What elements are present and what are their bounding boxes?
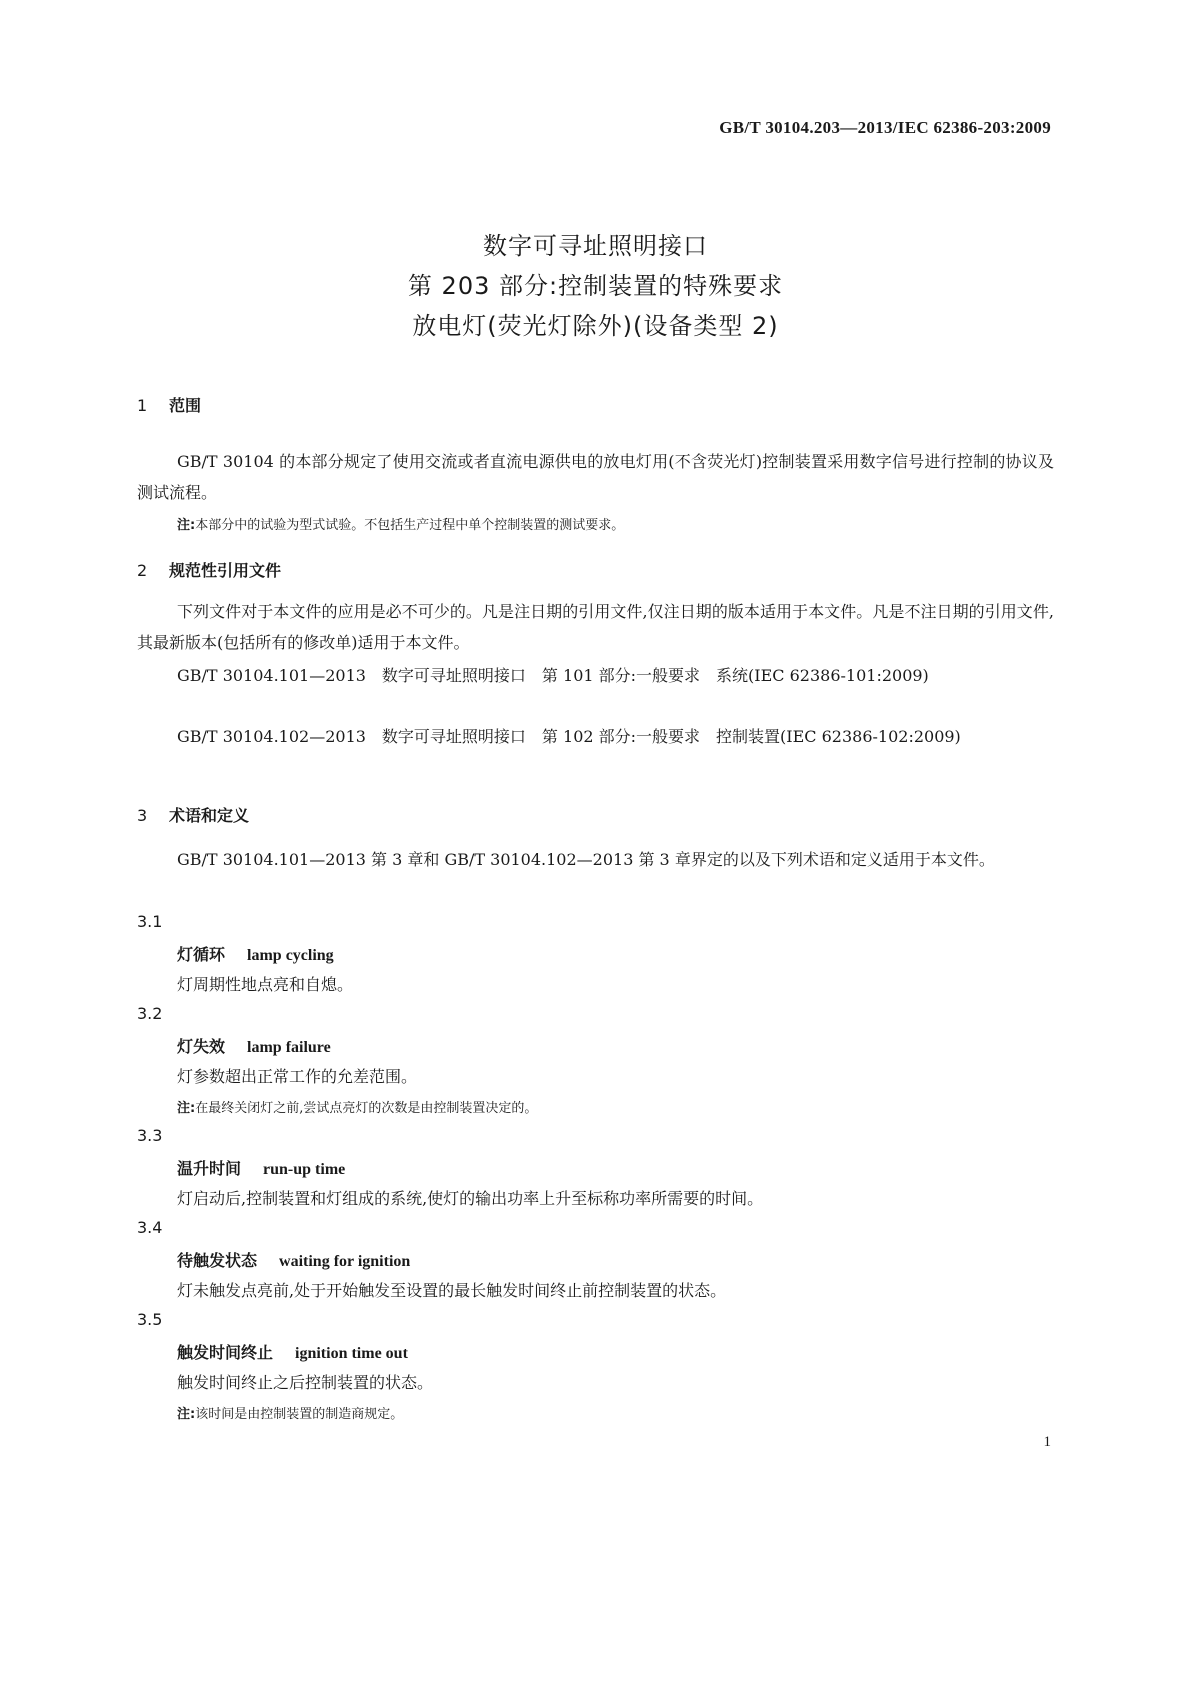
term-definition: 灯周期性地点亮和自熄。 xyxy=(177,975,354,994)
term-zh: 灯循环 xyxy=(177,945,226,964)
term-en: lamp cycling xyxy=(247,947,334,964)
term-definition: 触发时间终止之后控制装置的状态。 xyxy=(177,1373,434,1392)
term-heading xyxy=(177,1034,331,1057)
title-line-1: 数字可寻址照明接口 xyxy=(483,232,708,260)
page-number: 1 xyxy=(1043,1434,1051,1450)
note-label: 注: xyxy=(177,1101,196,1116)
section-number: 2 xyxy=(137,561,148,580)
term-number: 3.1 xyxy=(137,912,163,931)
term-definition: 灯参数超出正常工作的允差范围。 xyxy=(177,1067,418,1086)
term-en: ignition time out xyxy=(295,1345,408,1362)
reference-item: GB/T 30104.102—2013 数字可寻址照明接口 第 102 部分:一般要求 控制装置(IEC 62386-102:2009) xyxy=(177,727,961,746)
term-heading xyxy=(177,942,334,965)
term-heading xyxy=(177,1248,410,1271)
term-zh: 待触发状态 xyxy=(177,1251,258,1270)
term-definition: 灯未触发点亮前,处于开始触发至设置的最长触发时间终止前控制装置的状态。 xyxy=(177,1281,727,1300)
section-1-paragraph: GB/T 30104 的本部分规定了使用交流或者直流电源供电的放电灯用(不含荧光灯)控制装置采用数字信号进行控制的协议及测试流程。 xyxy=(137,452,1054,502)
term-number: 3.2 xyxy=(137,1004,163,1023)
title-line-3: 放电灯(荧光灯除外)(设备类型 2) xyxy=(412,312,779,340)
section-2-heading xyxy=(137,558,281,581)
term-definition: 灯启动后,控制装置和灯组成的系统,使灯的输出功率上升至标称功率所需要的时间。 xyxy=(177,1189,764,1208)
section-3-heading xyxy=(137,803,249,826)
term-number: 3.4 xyxy=(137,1218,163,1237)
note-label: 注: xyxy=(177,1407,196,1422)
term-en: run-up time xyxy=(263,1161,346,1178)
section-title: 范围 xyxy=(169,396,202,415)
section-1-heading xyxy=(137,393,201,416)
term-note xyxy=(177,1097,537,1116)
term-zh: 触发时间终止 xyxy=(177,1343,274,1362)
title-line-2: 第 203 部分:控制装置的特殊要求 xyxy=(407,272,784,300)
term-zh: 灯失效 xyxy=(177,1037,226,1056)
section-1-note xyxy=(177,514,624,533)
section-title: 术语和定义 xyxy=(169,806,250,825)
term-heading xyxy=(177,1340,408,1363)
term-number: 3.3 xyxy=(137,1126,163,1145)
section-3-paragraph: GB/T 30104.101—2013 第 3 章和 GB/T 30104.102—2013 第 3 章界定的以及下列术语和定义适用于本文件。 xyxy=(177,850,995,869)
section-number: 3 xyxy=(137,806,148,825)
note-text: 该时间是由控制装置的制造商规定。 xyxy=(195,1407,404,1422)
section-title: 规范性引用文件 xyxy=(169,561,282,580)
note-text: 本部分中的试验为型式试验。不包括生产过程中单个控制装置的测试要求。 xyxy=(195,518,625,533)
section-number: 1 xyxy=(137,396,148,415)
term-en: waiting for ignition xyxy=(279,1253,411,1270)
note-label: 注: xyxy=(177,518,196,533)
term-zh: 温升时间 xyxy=(177,1159,242,1178)
section-2-paragraph: 下列文件对于本文件的应用是必不可少的。凡是注日期的引用文件,仅注日期的版本适用于本文件。凡是不注日期的引用文件,其最新版本(包括所有的修改单)适用于本文件。 xyxy=(137,602,1054,652)
note-text: 在最终关闭灯之前,尝试点亮灯的次数是由控制装置决定的。 xyxy=(195,1101,538,1116)
term-en: lamp failure xyxy=(247,1039,331,1056)
term-heading xyxy=(177,1156,345,1179)
term-number: 3.5 xyxy=(137,1310,163,1329)
term-note xyxy=(177,1403,403,1422)
document-title xyxy=(0,228,1191,348)
standard-id-header: GB/T 30104.203—2013/IEC 62386-203:2009 xyxy=(719,118,1051,137)
reference-item: GB/T 30104.101—2013 数字可寻址照明接口 第 101 部分:一般要求 系统(IEC 62386-101:2009) xyxy=(177,666,929,685)
